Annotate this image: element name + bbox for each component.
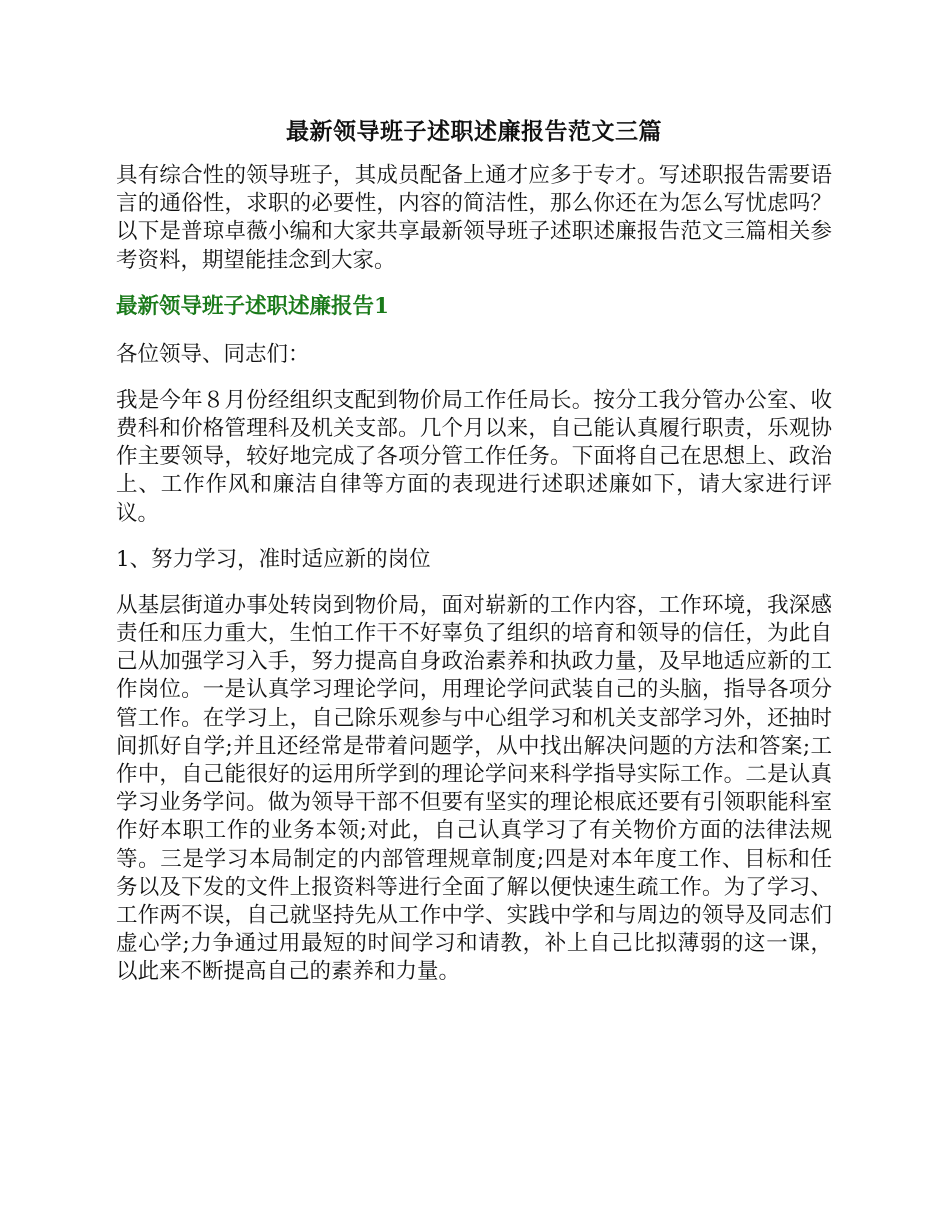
section-heading: 最新领导班子述职述廉报告1 [116, 293, 389, 319]
subheading-1: 1、努力学习，准时适应新的岗位 [116, 546, 431, 572]
greeting: 各位领导、同志们： [116, 341, 310, 367]
document-title: 最新领导班子述职述廉报告范文三篇 [286, 118, 662, 145]
intro-paragraph: 具有综合性的领导班子，其成员配备上通才应多于专才。写述职报告需要语言的通俗性，求职的必要性，内容的简洁性，那么你还在为怎么写忧虑吗？以下是普琼卓薇小编和大家共享最新领导班子述职述廉报告范文三篇相关参考资料，期望能挂念到大家。 [116, 163, 832, 273]
document-page [116, 112, 832, 987]
body-paragraph-1: 我是今年８月份经组织支配到物价局工作任局长。按分工我分管办公室、收费科和价格管理科及机关支部。几个月以来，自己能认真履行职责，乐观协作主要领导，较好地完成了各项分管工作任务。下面将自己在思想上、政治上、工作作风和廉洁自律等方面的表现进行述职述廉如下，请大家进行评议。 [116, 387, 832, 526]
body-paragraph-2: 从基层街道办事处转岗到物价局，面对崭新的工作内容，工作环境，我深感责任和压力重大，生怕工作干不好辜负了组织的培育和领导的信任，为此自己从加强学习入手，努力提高自身政治素养和执政力量，及早地适应新的工作岗位。一是认真学习理论学问，用理论学问武装自己的头脑，指导各项分管工作。在学习上，自己除乐观参与中心组学习和机关支部学习外，还抽时间抓好自学;并且还经常是带着问题学，从中找出解决问题的方法和答案;工作中，自己能很好的运用所学到的理论学问来科学指导实际工作。二是认真学习业务学问。做为领导干部不但要有坚实的理论根底还要有引领职能科室作好本职工作的业务本领;对此，自己认真学习了有关物价方面的法律法规等。三是学习本局制定的内部管理规章制度;四是对本年度工作、目标和任务以及下发的文件上报资料等进行全面了解以便快速生疏工作。为了学习、工作两不误，自己就坚持先从工作中学、实践中学和与周边的领导及同志们虚心学;力争通过用最短的时间学习和请教，补上自己比拟薄弱的这一课，以此来不断提高自己的素养和力量。 [116, 592, 832, 985]
